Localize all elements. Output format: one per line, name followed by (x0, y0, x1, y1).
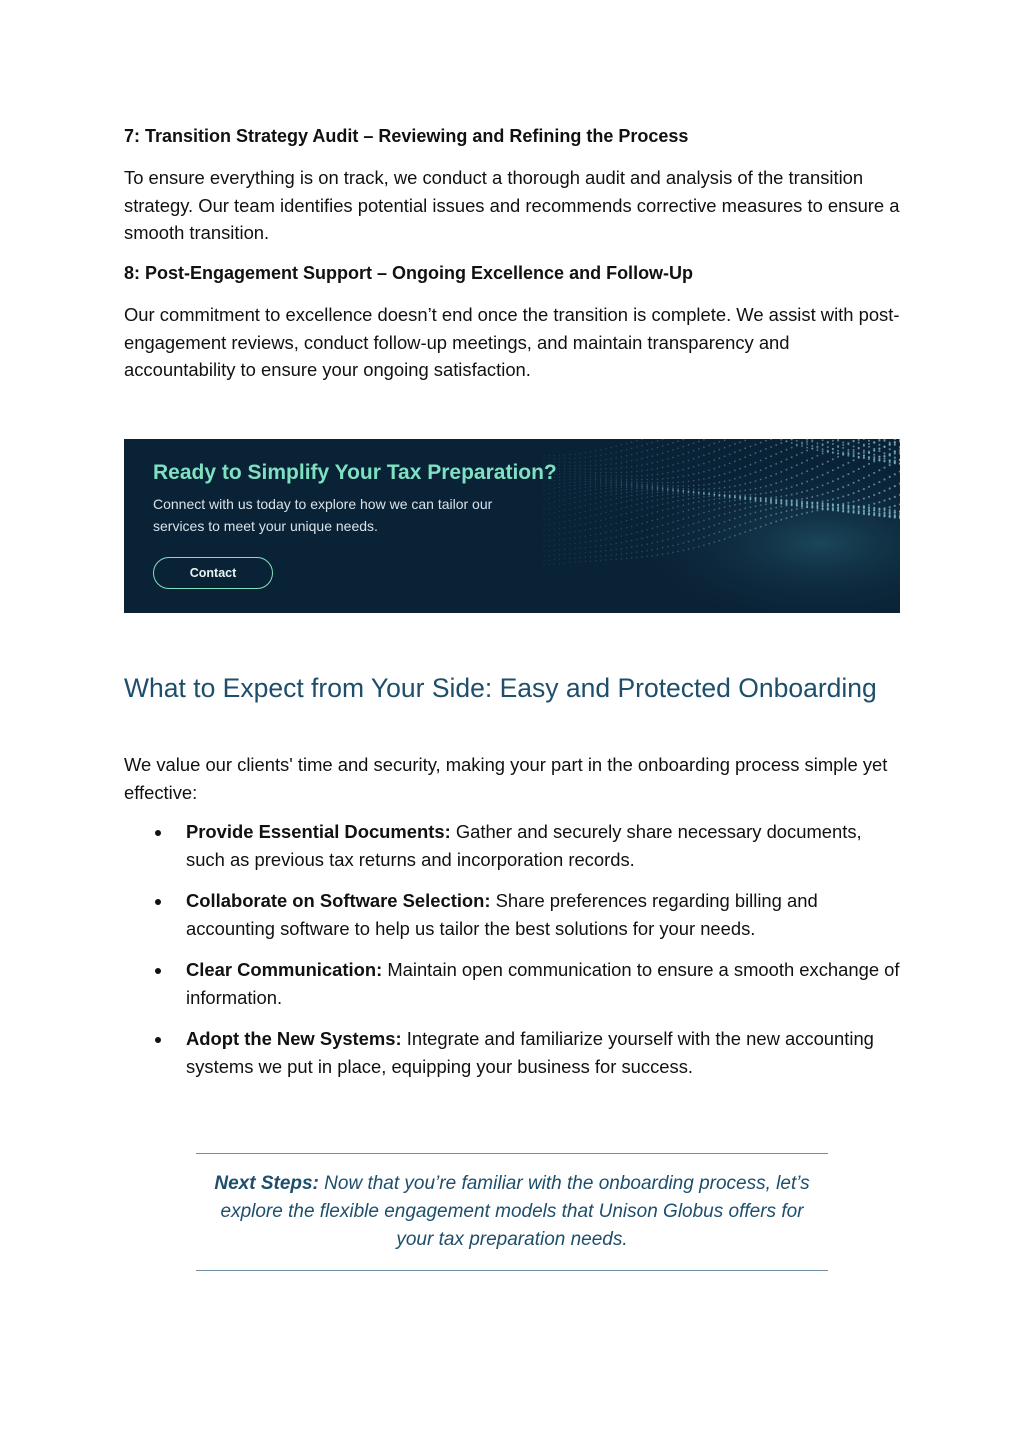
step-7-heading: 7: Transition Strategy Audit – Reviewing and Refining the Process (124, 126, 689, 146)
bullet-icon (155, 899, 161, 905)
list-item-text: Share preferences regarding billing and accounting software to help us tailor the best solutions for your needs. (186, 890, 818, 939)
list-item-label: Adopt the New Systems: (186, 1028, 402, 1049)
contact-banner (124, 439, 900, 613)
list-item (124, 818, 900, 874)
onboarding-list (124, 818, 900, 1094)
step-8-body: Our commitment to excellence doesn’t end once the transition is complete. We assist with post-engagement reviews, conduct follow-up meetings, and maintain transparency and accountability to ensure your ongoing satisfaction. (124, 304, 900, 380)
step-8-heading: 8: Post-Engagement Support – Ongoing Excellence and Follow-Up (124, 263, 694, 283)
list-item-label: Provide Essential Documents: (186, 821, 451, 842)
list-item (124, 887, 900, 943)
step-7-body: To ensure everything is on track, we conduct a thorough audit and analysis of the transition strategy. Our team identifies potential issues and recommends corrective measures to ensure a smooth transition. (124, 167, 900, 243)
list-item-label: Collaborate on Software Selection: (186, 890, 491, 911)
banner-subtitle: Connect with us today to explore how we can tailor our services to meet your unique needs. (153, 496, 493, 534)
bullet-icon (155, 1037, 161, 1043)
callout-text: Now that you’re familiar with the onboarding process, let’s explore the flexible engagement models that Unison Globus offers for your tax preparation needs. (220, 1173, 810, 1250)
next-steps-callout (196, 1153, 828, 1271)
contact-button[interactable]: Contact (153, 557, 273, 589)
callout-label: Next Steps: (214, 1173, 319, 1194)
section-title: What to Expect from Your Side: Easy and Protected Onboarding (124, 673, 877, 703)
section-intro: We value our clients' time and security, making your part in the onboarding process simple yet effective: (124, 754, 888, 803)
list-item-text: Gather and securely share necessary documents, such as previous tax returns and incorporation records. (186, 821, 862, 870)
list-item-label: Clear Communication: (186, 959, 383, 980)
list-item (124, 956, 900, 1012)
list-item (124, 1025, 900, 1081)
bullet-icon (155, 830, 161, 836)
list-item-text: Maintain open communication to ensure a smooth exchange of information. (186, 959, 900, 1008)
list-item-text: Integrate and familiarize yourself with the new accounting systems we put in place, equipping your business for success. (186, 1028, 874, 1077)
banner-title: Ready to Simplify Your Tax Preparation? (153, 461, 557, 484)
bullet-icon (155, 968, 161, 974)
